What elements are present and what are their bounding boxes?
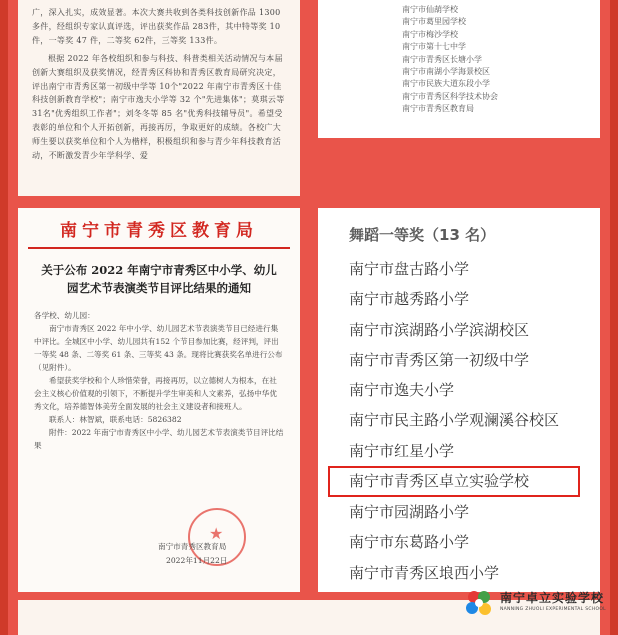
winner-item: 南宁市盘古路小学 bbox=[349, 260, 470, 278]
winner-item: 南宁市滨湖路小学滨湖校区 bbox=[349, 320, 530, 339]
top-doc-paragraph: 广，深入扎实，成效显著。本次大赛共收到各类科技创新作品 1300 多件，经组织专家认真评选，评出获奖作品 283件，其中特等奖 10 件，一等奖 47 件，二等奖 62件，三等奖 133件。 bbox=[32, 8, 281, 45]
list-item: 南宁市南湖小学海景校区 bbox=[402, 67, 490, 77]
notice-signoff bbox=[158, 540, 227, 568]
school-name-cn: 南宁卓立实验学校 bbox=[500, 591, 605, 605]
notice-title: 关于公布 2022 年南宁市青秀区中小学、幼儿园艺术节表演类节目评比结果的通知 bbox=[41, 263, 277, 295]
list-item: 南宁市梅沙学校 bbox=[402, 29, 458, 39]
school-logo bbox=[462, 587, 606, 621]
list-item: 南宁市葛里园学校 bbox=[402, 17, 466, 27]
list-item: 南宁市仙葫学校 bbox=[402, 5, 458, 14]
award-heading: 舞蹈一等奖（13 名） bbox=[349, 226, 496, 244]
signoff-date: 2022年11月22日 bbox=[166, 556, 228, 565]
list-item: 南宁市民族大道东段小学 bbox=[402, 79, 490, 89]
signoff-org: 南宁市青秀区教育局 bbox=[158, 542, 227, 551]
winner-item: 南宁市青秀区埌西小学 bbox=[349, 563, 500, 582]
school-name-en: NANNING ZHUOLI EXPERIMENTAL SCHOOL bbox=[500, 607, 606, 612]
official-notice bbox=[18, 208, 300, 592]
notice-paragraph: 南宁市青秀区 2022 年中小学、幼儿园艺术节表演类节目已经进行集中评比。全城区中小学、幼儿园共有152 个节目参加比赛，经评判，评出一等奖 48 条、二等奖 61 条、三等奖 43 条。现将比赛获奖名单进行公布（见附件）。 bbox=[34, 324, 283, 372]
winner-item-highlighted: 南宁市青秀区卓立实验学校 bbox=[328, 466, 580, 497]
winner-item: 南宁市民主路小学观澜溪谷校区 bbox=[349, 411, 560, 430]
top-doc-paragraph: 根据 2022 年各校组织和参与科技、科普类相关活动情况与本届创新大赛组织及获奖情况，经青秀区科协和青秀区教育局研究决定，评出南宁市青秀区第一初级中学等 10个"2022 年南宁市青秀区十佳科技创新教育学校"；南宁市逸夫小学等 32 个"先进集体"；莫琪云等 31名"优秀组织工作者"；刘冬冬等 85 名"优秀科技辅导员"。希望受表彰的单位和个人开拓创新，再接再厉，争取更好的成绩。各校广大师生要以获奖单位和个人为楷样，积极组织和参与青少年科技教育活动，不断激发青少年学科学、爱 bbox=[32, 53, 285, 161]
list-item: 南宁市青秀区长塘小学 bbox=[402, 54, 482, 64]
winner-item: 南宁市青秀区第一初级中学 bbox=[349, 350, 530, 369]
winner-item: 南宁市红星小学 bbox=[349, 441, 455, 460]
list-item: 南宁市青秀区科学技术协会 bbox=[402, 91, 498, 101]
list-item: 南宁市第十七中学 bbox=[402, 42, 466, 52]
school-emblem-icon bbox=[462, 587, 496, 621]
top-award-list bbox=[318, 0, 600, 138]
notice-paragraph: 希望获奖学校和个人珍惜荣誉，再接再厉，以立德树人为根本，在社会主义核心价值观的引领下，不断提升学生审美和人文素养，弘扬中华优秀文化，培养德智体美劳全面发展的社会主义建设者和接班人。 bbox=[34, 376, 277, 411]
winner-item: 南宁市逸夫小学 bbox=[349, 381, 455, 400]
notice-issuer: 南宁市青秀区教育局 bbox=[60, 221, 258, 241]
notice-body bbox=[18, 297, 300, 452]
dance-first-prize-list bbox=[318, 208, 600, 592]
top-document-excerpt bbox=[18, 0, 300, 196]
notice-salutation: 各学校、幼儿园： bbox=[34, 311, 95, 320]
list-item: 南宁市青秀区教育局 bbox=[402, 104, 474, 114]
winner-item: 南宁市越秀路小学 bbox=[349, 290, 470, 309]
winner-item: 南宁市东葛路小学 bbox=[349, 533, 470, 552]
winner-item: 南宁市园湖路小学 bbox=[349, 503, 470, 522]
notice-attachment: 附件：2022 年南宁市青秀区中小学、幼儿园艺术节表演类节目评比结果 bbox=[34, 428, 284, 450]
notice-contact: 联系人：林智斌，联系电话：5826382 bbox=[49, 415, 182, 424]
